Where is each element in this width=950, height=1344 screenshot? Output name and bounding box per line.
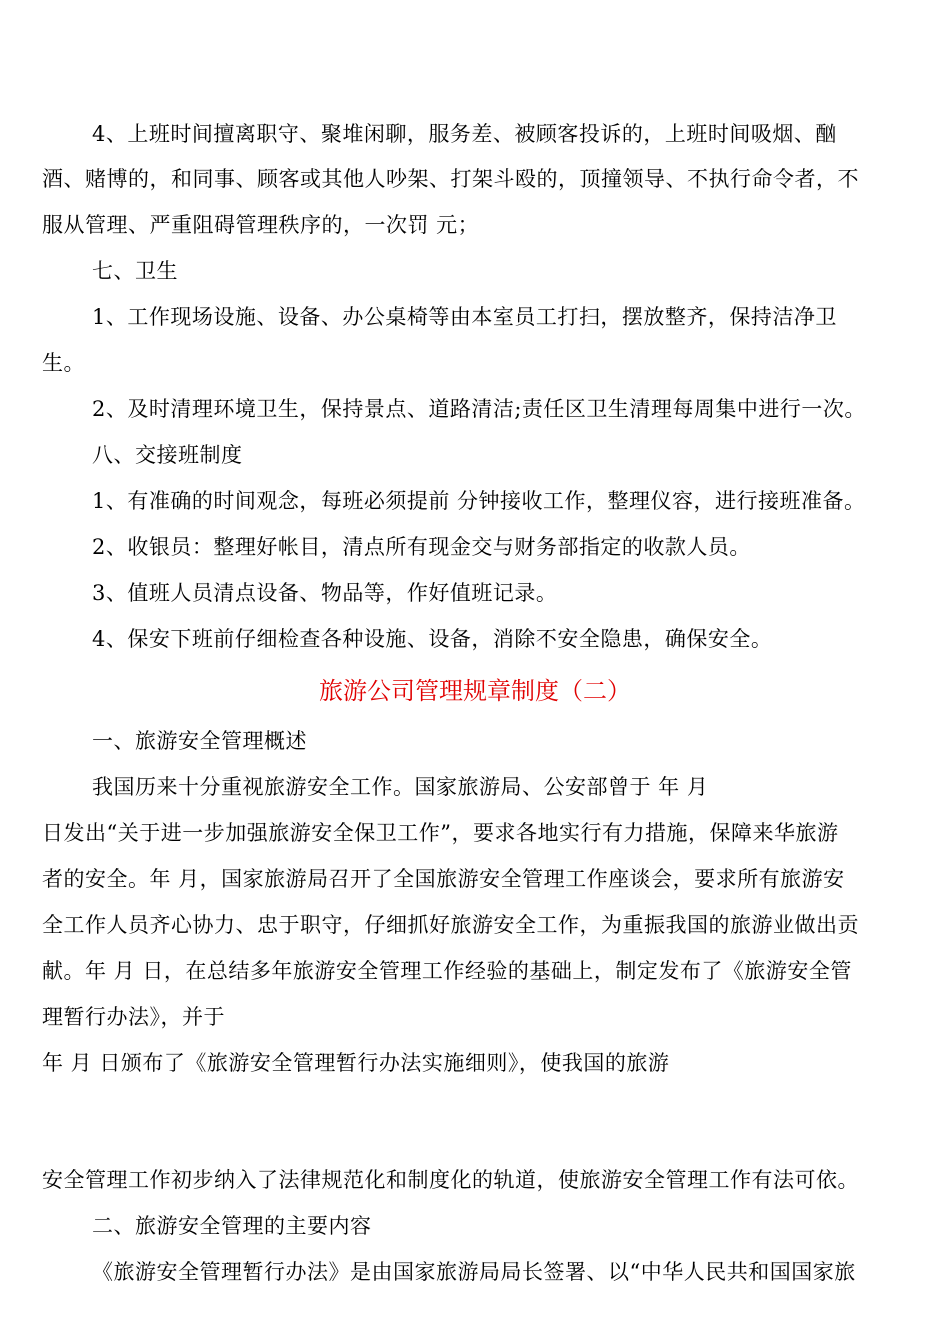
- paragraph-line: 2、收银员：整理好帐目，清点所有现金交与财务部指定的收款人员。: [92, 535, 751, 559]
- paragraph-line: 3、值班人员清点设备、物品等，作好值班记录。: [92, 581, 558, 605]
- paragraph-line: 我国历来十分重视旅游安全工作。国家旅游局、公安部曾于 年 月: [92, 775, 709, 799]
- section-heading: 七、卫生: [92, 259, 178, 283]
- paragraph-line: 服从管理、严重阻碍管理秩序的，一次罚 元；: [42, 213, 480, 237]
- paragraph-line: 2、及时清理环境卫生，保持景点、道路清洁;责任区卫生清理每周集中进行一次。: [92, 397, 866, 421]
- section-heading: 一、旅游安全管理概述: [92, 729, 307, 753]
- paragraph-line: 安全管理工作初步纳入了法律规范化和制度化的轨道，使旅游安全管理工作有法可依。: [42, 1168, 859, 1192]
- paragraph-line: 全工作人员齐心协力、忠于职守，仔细抓好旅游安全工作，为重振我国的旅游业做出贡: [42, 913, 859, 937]
- paragraph-line: 者的安全。年 月，国家旅游局召开了全国旅游安全管理工作座谈会，要求所有旅游安: [42, 867, 845, 891]
- paragraph-line: 1、有准确的时间观念，每班必须提前 分钟接收工作，整理仪容，进行接班准备。: [92, 489, 866, 513]
- paragraph-line: 1、工作现场设施、设备、办公桌椅等由本室员工打扫，摆放整齐，保持洁净卫: [92, 305, 837, 329]
- paragraph-line: 理暂行办法》，并于: [42, 1005, 225, 1029]
- paragraph-line: 酒、赌博的，和同事、顾客或其他人吵架、打架斗殴的，顶撞领导、不执行命令者，不: [42, 167, 859, 191]
- paragraph-line: 日发出“关于进一步加强旅游安全保卫工作”，要求各地实行有力措施，保障来华旅游: [42, 821, 839, 845]
- section-heading: 八、交接班制度: [92, 443, 243, 467]
- paragraph-line: 4、上班时间擅离职守、聚堆闲聊，服务差、被顾客投诉的，上班时间吸烟、酗: [92, 122, 837, 146]
- paragraph-line: 献。年 月 日，在总结多年旅游安全管理工作经验的基础上，制定发布了《旅游安全管: [42, 959, 852, 983]
- paragraph-line: 《旅游安全管理暂行办法》是由国家旅游局局长签署、以“中华人民共和国国家旅: [92, 1260, 856, 1284]
- paragraph-line: 生。: [42, 351, 85, 375]
- document-title: 旅游公司管理规章制度（二）: [319, 677, 631, 705]
- section-heading: 二、旅游安全管理的主要内容: [92, 1214, 372, 1238]
- paragraph-line: 4、保安下班前仔细检查各种设施、设备，消除不安全隐患，确保安全。: [92, 627, 773, 651]
- paragraph-line: 年 月 日颁布了《旅游安全管理暂行办法实施细则》，使我国的旅游: [42, 1051, 670, 1075]
